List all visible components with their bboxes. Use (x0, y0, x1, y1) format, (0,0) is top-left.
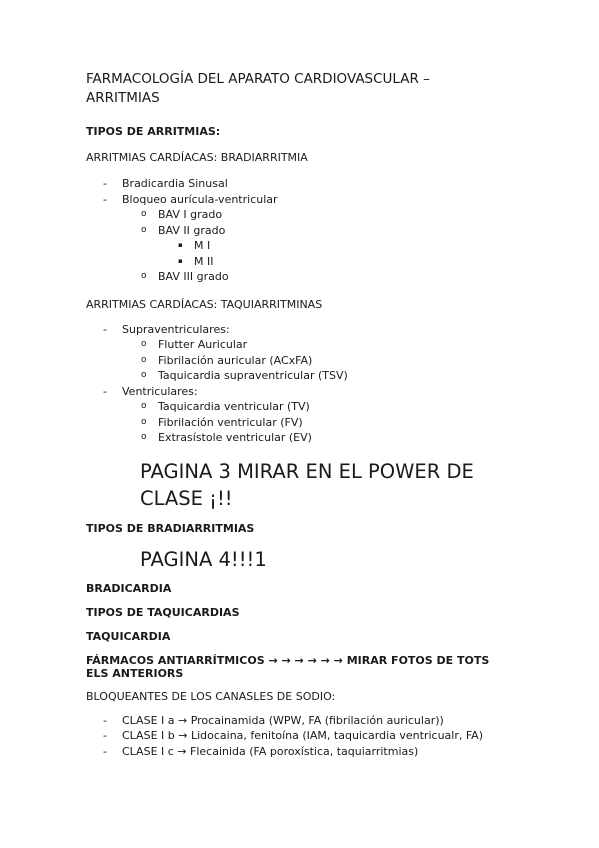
big-note-pagina-3 (140, 458, 526, 512)
heading-bloqueantes-sodio: BLOQUEANTES DE LOS CANASLES DE SODIO: (86, 689, 336, 703)
list-item-label: BAV II grado (158, 223, 226, 237)
list-item (86, 384, 526, 446)
bav2-sub-list (86, 238, 526, 269)
taquiarritmia-list (86, 322, 526, 446)
big-note-line-2: CLASE ¡!! (140, 486, 233, 510)
clases-list (86, 713, 526, 760)
list-item: o BAV I grado (86, 207, 526, 223)
document-title (86, 70, 526, 108)
document-page (86, 70, 526, 759)
heading-tipos-arritmias: TIPOS DE ARRITMIAS: (86, 125, 221, 138)
farmacos-line-2: ELS ANTERIORS (86, 666, 184, 680)
list-item-label: Supraventriculares: (122, 322, 230, 336)
list-item: o Fibrilación ventricular (FV) (86, 415, 526, 431)
list-item: - CLASE I a → Procainamida (WPW, FA (fibrilación auricular)) (86, 713, 526, 729)
bav-list (86, 207, 526, 285)
list-item: - CLASE I c → Flecainida (FA poroxística, taquiarritmias) (86, 744, 526, 760)
big-note-line-1: PAGINA 3 MIRAR EN EL POWER DE (140, 459, 474, 483)
heading-bradicardia: BRADICARDIA (86, 581, 172, 595)
list-item: ▪ M I (86, 238, 526, 254)
list-item-label: Bloqueo aurícula-ventricular (122, 192, 278, 206)
list-item: o Extrasístole ventricular (EV) (86, 430, 526, 446)
list-item-label: Ventriculares: (122, 384, 198, 398)
title-line-2: ARRITMIAS (86, 90, 160, 106)
heading-taquicardia: TAQUICARDIA (86, 629, 171, 643)
list-item: - Bradicardia Sinusal (86, 176, 526, 192)
bradiarritmia-list (86, 176, 526, 285)
list-item: o BAV III grado (86, 269, 526, 285)
list-item: o Flutter Auricular (86, 337, 526, 353)
list-item: o Taquicardia supraventricular (TSV) (86, 368, 526, 384)
list-item: o Fibrilación auricular (ACxFA) (86, 353, 526, 369)
big-note-pagina-4: PAGINA 4!!!1 (140, 547, 267, 571)
ventricular-list (86, 399, 526, 446)
list-item (86, 192, 526, 285)
heading-tipos-taquicardias: TIPOS DE TAQUICARDIAS (86, 605, 240, 619)
heading-taquiarritminas: ARRITMIAS CARDÍACAS: TAQUIARRITMINAS (86, 297, 323, 311)
heading-bradiarritmia: ARRITMIAS CARDÍACAS: BRADIARRITMIA (86, 151, 308, 164)
farmacos-line-1: FÁRMACOS ANTIARRÍTMICOS → → → → → → MIRAR FOTOS DE TOTS (86, 653, 490, 667)
list-item: ▪ M II (86, 254, 526, 270)
list-item: - CLASE I b → Lidocaina, fenitoína (IAM, taquicardia ventricualr, FA) (86, 728, 526, 744)
list-item (86, 322, 526, 384)
supraventricular-list (86, 337, 526, 384)
list-item: o Taquicardia ventricular (TV) (86, 399, 526, 415)
heading-tipos-bradiarritmias: TIPOS DE BRADIARRITMIAS (86, 521, 255, 535)
title-line-1: FARMACOLOGÍA DEL APARATO CARDIOVASCULAR – (86, 71, 430, 87)
list-item (86, 223, 526, 270)
heading-farmacos-antiarritmicos (86, 654, 526, 680)
